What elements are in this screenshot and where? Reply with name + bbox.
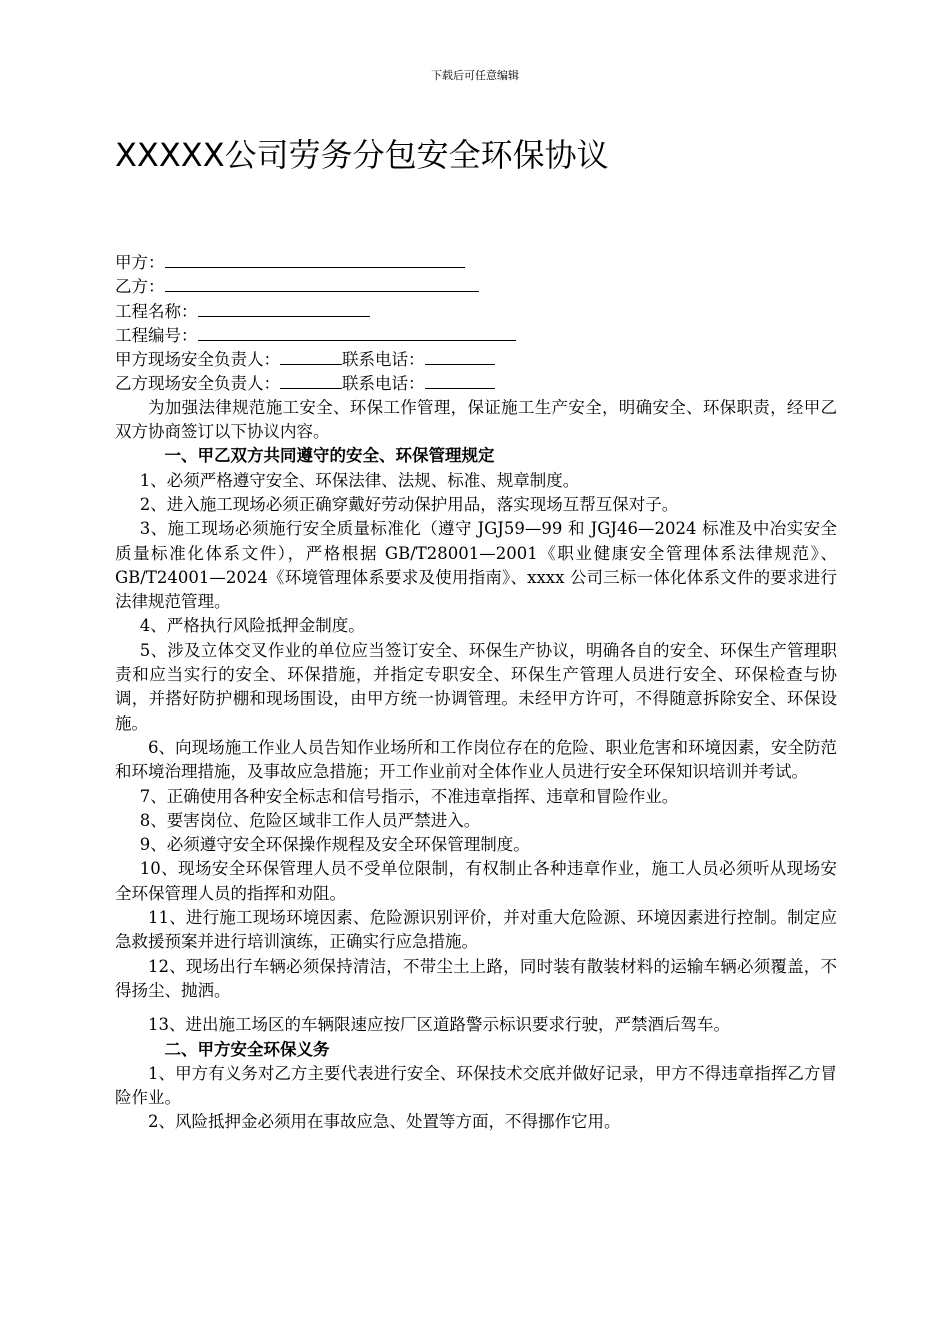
- section2-item: 1、甲方有义务对乙方主要代表进行安全、环保技术交底并做好记录，甲方不得违章指挥乙方冒险作业。: [115, 1063, 837, 1108]
- section1-item: 5、涉及立体交叉作业的单位应当签订安全、环保生产协议，明确各自的安全、环保生产管理职责和应当实行的安全、环保措施，并指定专职安全、环保生产管理人员进行安全、环保检查与协调，并搭好防护棚和现场围设，由甲方统一协调管理。未经甲方许可，不得随意拆除安全、环保设施。: [115, 640, 837, 733]
- project-name-blank[interactable]: [198, 299, 370, 317]
- party-a-line: [115, 250, 837, 274]
- section2-heading: 二、甲方安全环保义务: [164, 1039, 330, 1059]
- project-name-line: [115, 299, 837, 323]
- party-b-phone-label: 联系电话：: [342, 374, 425, 394]
- party-b-label: 乙方：: [115, 277, 165, 297]
- party-a-safety-blank[interactable]: [280, 347, 342, 365]
- party-b-safety-blank[interactable]: [280, 371, 342, 389]
- project-no-line: [115, 323, 837, 347]
- party-b-safety-label: 乙方现场安全负责人：: [115, 374, 280, 394]
- section1-item: 2、进入施工现场必须正确穿戴好劳动保护用品，落实现场互帮互保对子。: [139, 494, 679, 514]
- party-b-line: [115, 274, 837, 298]
- section1-item: 6、向现场施工作业人员告知作业场所和工作岗位存在的危险、职业危害和环境因素，安全防范和环境治理措施，及事故应急措施；开工作业前对全体作业人员进行安全环保知识培训并考试。: [115, 737, 837, 782]
- header-note: 下载后可任意编辑: [431, 69, 519, 82]
- intro-paragraph: 为加强法律规范施工安全、环保工作管理，保证施工生产安全，明确安全、环保职责，经甲乙双方协商签订以下协议内容。: [115, 397, 837, 442]
- party-b-blank[interactable]: [165, 274, 479, 292]
- section1-heading: 一、甲乙双方共同遵守的安全、环保管理规定: [164, 446, 495, 466]
- project-no-label: 工程编号：: [115, 325, 198, 345]
- project-no-blank[interactable]: [198, 323, 516, 341]
- section1-item: 11、进行施工现场环境因素、危险源识别评价，并对重大危险源、环境因素进行控制。制定应急救援预案并进行培训演练，正确实行应急措施。: [115, 908, 837, 952]
- party-b-phone-blank[interactable]: [425, 371, 495, 389]
- party-a-phone-label: 联系电话：: [342, 350, 425, 370]
- document-title: XXXXX公司劳务分包安全环保协议: [115, 136, 609, 174]
- party-a-blank[interactable]: [165, 250, 465, 268]
- party-a-safety-line: [115, 347, 837, 371]
- section2-item: 2、风险抵押金必须用在事故应急、处置等方面，不得挪作它用。: [148, 1112, 621, 1132]
- party-b-safety-line: [115, 371, 837, 395]
- section1-item: 8、要害岗位、危险区域非工作人员严禁进入。: [139, 810, 481, 830]
- section1-item: 9、必须遵守安全环保操作规程及安全环保管理制度。: [139, 835, 530, 855]
- section1-item: 12、现场出行车辆必须保持清洁，不带尘土上路，同时装有散装材料的运输车辆必须覆盖，不得扬尘、抛洒。: [115, 956, 837, 1000]
- section1-item: 3、施工现场必须施行安全质量标准化（遵守 JGJ59—99 和 JGJ46—2024 标准及中冶实安全质量标准化体系文件），严格根据 GB/T28001—2001《职业健康安全管理体系法律规范》、GB/T24001—2024《环境管理体系要求及使用指南》、xxxx 公司三标一体化体系文件的要求进行法律规范管理。: [115, 519, 837, 612]
- document-body: [115, 250, 837, 1135]
- party-a-safety-label: 甲方现场安全负责人：: [115, 350, 280, 370]
- project-name-label: 工程名称：: [115, 301, 198, 321]
- section1-item: 10、现场安全环保管理人员不受单位限制，有权制止各种违章作业，施工人员必须听从现场安全环保管理人员的指挥和劝阻。: [115, 859, 837, 903]
- section1-item: 1、必须严格遵守安全、环保法律、法规、标准、规章制度。: [139, 470, 580, 490]
- section1-item: 7、正确使用各种安全标志和信号指示，不准违章指挥、违章和冒险作业。: [139, 786, 679, 806]
- section1-item: 4、严格执行风险抵押金制度。: [139, 616, 365, 636]
- party-a-label: 甲方：: [115, 253, 165, 272]
- party-a-phone-blank[interactable]: [425, 347, 495, 365]
- section1-item: 13、进出施工场区的车辆限速应按厂区道路警示标识要求行驶，严禁酒后驾车。: [148, 1015, 730, 1035]
